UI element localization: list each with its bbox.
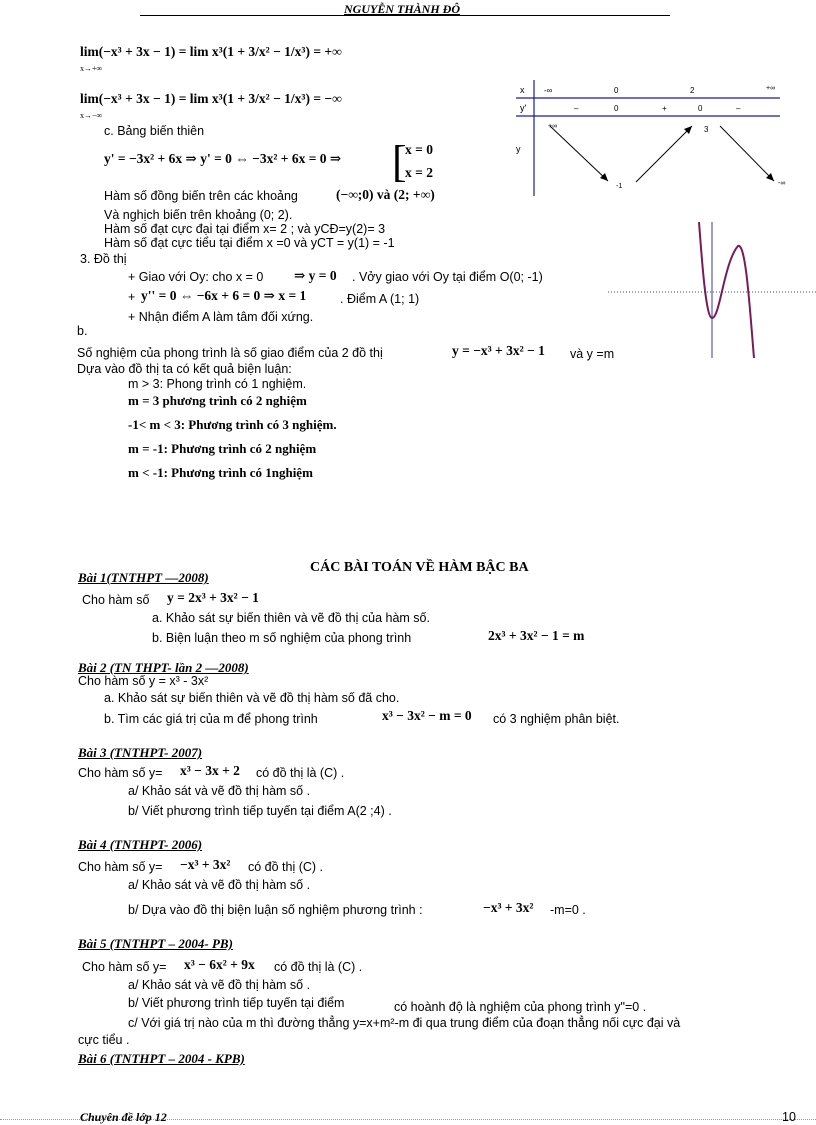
b5-title: Bài 5 (TNTHPT – 2004- PB) <box>78 936 233 951</box>
limit-plus-infinity: lim(−x³ + 3x − 1) = lim x³(1 + 3/x² − 1/x³) = +∞ <box>80 44 342 59</box>
table-y-neg-inf: -∞ <box>778 180 786 187</box>
roots-text: Số nghiệm của phong trình là số giao điểm của 2 đồ thị <box>77 346 383 360</box>
table-sign-5: – <box>736 104 741 113</box>
roots-tail: và y =m <box>570 347 615 361</box>
b2-part-a: a. Khảo sát sự biến thiên và vẽ đồ thị hàm số đã cho. <box>104 691 400 705</box>
table-sign-3: + <box>662 104 667 113</box>
root-x2: x = 2 <box>405 165 433 180</box>
increasing-intervals: (−∞;0) và (2; +∞) <box>336 187 435 202</box>
footer-left: Chuyên đề lớp 12 <box>80 1110 167 1124</box>
variation-table <box>508 80 784 196</box>
b4-part-b: b/ Dựa vào đồ thị biện luận số nghiệm phương trình : <box>128 903 423 917</box>
arrow-down-1 <box>550 126 608 181</box>
b2-part-b-equation: x³ − 3x² − m = 0 <box>382 708 472 723</box>
oy-intersection-text: + Giao với Oy: cho x = 0 <box>128 270 264 284</box>
b1-part-a: a. Khảo sát sự biến thiên và vẽ đồ thị của hàm số. <box>152 611 430 625</box>
decreasing-text: Và nghịch biến trên khoảng (0; 2). <box>104 208 293 222</box>
b4-title: Bài 4 (TNTHPT- 2006) <box>78 837 203 852</box>
limit-minus-infinity: lim(−x³ + 3x − 1) = lim x³(1 + 3/x² − 1/x³) = −∞ <box>80 91 342 106</box>
b5-function: x³ − 6x² + 9x <box>184 957 255 972</box>
table-x-two: 2 <box>690 86 695 95</box>
table-sign-1: – <box>574 104 579 113</box>
b4-part-b-equation: −x³ + 3x² <box>483 900 534 915</box>
b4-part-a: a/ Khảo sát và vẽ đồ thị hàm số . <box>128 878 311 892</box>
b3-part-b: b/ Viết phương trình tiếp tuyến tại điểm A(2 ;4) . <box>128 804 392 818</box>
b5-intro: Cho hàm số y= <box>82 960 167 974</box>
arrow-up <box>636 126 692 182</box>
b2-title: Bài 2 (TN THPT- lần 2 —2008) <box>78 660 249 675</box>
graph-heading: 3. Đồ thị <box>80 252 127 266</box>
b5-part-a: a/ Khảo sát và vẽ đồ thị hàm số . <box>128 978 311 992</box>
b1-part-b: b. Biện luận theo m số nghiệm của phong trình <box>152 631 412 645</box>
b4-function: −x³ + 3x² <box>180 857 231 872</box>
b1-function: y = 2x³ + 3x² − 1 <box>167 590 259 605</box>
b4-intro: Cho hàm số y= <box>78 860 163 874</box>
table-x-neg-inf: -∞ <box>544 86 553 95</box>
b3-tail: có đồ thị là (C) . <box>256 766 345 780</box>
page-number: 10 <box>782 1110 796 1124</box>
b1-part-b-equation: 2x³ + 3x² − 1 = m <box>488 628 585 643</box>
b2-part-b: b. Tìm các giá trị của m để phong trình <box>104 712 318 726</box>
case-m-lt-minus1: m < -1: Phương trình có 1nghiệm <box>128 465 313 480</box>
root-x0: x = 0 <box>405 142 433 157</box>
roots-function: y = −x³ + 3x² − 1 <box>452 343 545 358</box>
b3-intro: Cho hàm số y= <box>78 766 163 780</box>
table-sign-2: 0 <box>614 104 619 113</box>
function-graph <box>608 222 816 358</box>
limit-minus-sub: x→−∞ <box>80 111 103 120</box>
table-y-min: -1 <box>616 183 623 190</box>
table-x-label: x <box>520 85 525 95</box>
table-x-zero: 0 <box>614 86 619 95</box>
oy-intersection-rest: . Vởy giao với Oy tại điểm O(0; -1) <box>352 270 543 284</box>
inflection-prefix: + <box>128 290 136 304</box>
b1-title: Bài 1(TNTHPT —2008) <box>78 570 209 585</box>
increasing-text: Hàm số đồng biến trên các khoảng <box>104 189 298 203</box>
graph-curve <box>699 222 754 358</box>
b2-part-b-tail: có 3 nghiệm phân biệt. <box>493 712 620 726</box>
b3-function: x³ − 3x + 2 <box>180 763 240 778</box>
maximum-text: Hàm số đạt cực đại tại điểm x= 2 ; và yCĐ=y(2)= 3 <box>104 222 386 236</box>
section-c-heading: c. Bảng biến thiên <box>104 124 205 138</box>
b5-part-b: b/ Viết phương trình tiếp tuyến tại điểm <box>128 996 345 1010</box>
b4-part-b-tail: -m=0 . <box>550 903 586 917</box>
table-x-pos-inf: +∞ <box>766 85 776 92</box>
inflection-rest: . Điểm A (1; 1) <box>340 292 420 306</box>
section-b-heading: b. <box>77 324 88 338</box>
b2-intro: Cho hàm số y = x³ - 3x² <box>78 674 209 688</box>
arrow-down-2 <box>720 126 774 181</box>
case-m-eq-3: m = 3 phương trình có 2 nghiệm <box>128 393 307 408</box>
header-author: NGUYỄN THÀNH ĐÔ <box>344 2 460 16</box>
system-brace: [ <box>392 137 407 186</box>
b6-title: Bài 6 (TNTHPT – 2004 - KPB) <box>78 1051 245 1066</box>
case-m-gt-3: m > 3: Phong trình có 1 nghiệm. <box>128 377 307 391</box>
b5-tail: có đồ thị là (C) . <box>274 960 363 974</box>
table-y-label: y <box>516 144 521 154</box>
inflection-math: y'' = 0 ⇔ −6x + 6 = 0 ⇒ x = 1 <box>141 288 307 303</box>
b3-part-a: a/ Khảo sát và vẽ đồ thị hàm số . <box>128 784 311 798</box>
b5-part-b-tail: có hoành độ là nghiệm của phong trình y"=0 . <box>394 1000 647 1014</box>
table-y-max: 3 <box>704 125 709 134</box>
case-between: -1< m < 3: Phương trình có 3 nghiệm. <box>128 417 337 432</box>
table-dy-label: y' <box>520 103 527 113</box>
case-m-eq-minus1: m = -1: Phương trình có 2 nghiệm <box>128 441 317 456</box>
oy-intersection-math: ⇒ y = 0 <box>294 268 337 283</box>
symmetry-text: + Nhận điểm A làm tâm đối xứng. <box>128 310 314 324</box>
table-y-pos-inf: +∞ <box>548 123 558 130</box>
table-sign-4: 0 <box>698 104 703 113</box>
b4-tail: có đồ thị (C) . <box>248 860 324 874</box>
b1-intro: Cho hàm số <box>82 593 150 607</box>
based-on-text: Dựa vào đồ thị ta có kết quả biện luận: <box>77 362 292 376</box>
derivative-equation: y' = −3x² + 6x ⇒ y' = 0 ⇔ −3x² + 6x = 0 ⇒ <box>104 151 342 166</box>
b5-part-c: c/ Với giá trị nào của m thì đường thẳng y=x+m²-m đi qua trung điểm của đoạn thẳng nối cực đại và <box>128 1016 681 1030</box>
limit-plus-sub: x→+∞ <box>80 64 103 73</box>
b5-part-c-cont: cực tiểu . <box>78 1033 130 1047</box>
section-title: CÁC BÀI TOÁN VỀ HÀM BẬC BA <box>310 560 529 575</box>
minimum-text: Hàm số đạt cực tiểu tại điểm x =0 và yCT = y(1) = -1 <box>104 236 395 250</box>
b3-title: Bài 3 (TNTHPT- 2007) <box>78 745 203 760</box>
